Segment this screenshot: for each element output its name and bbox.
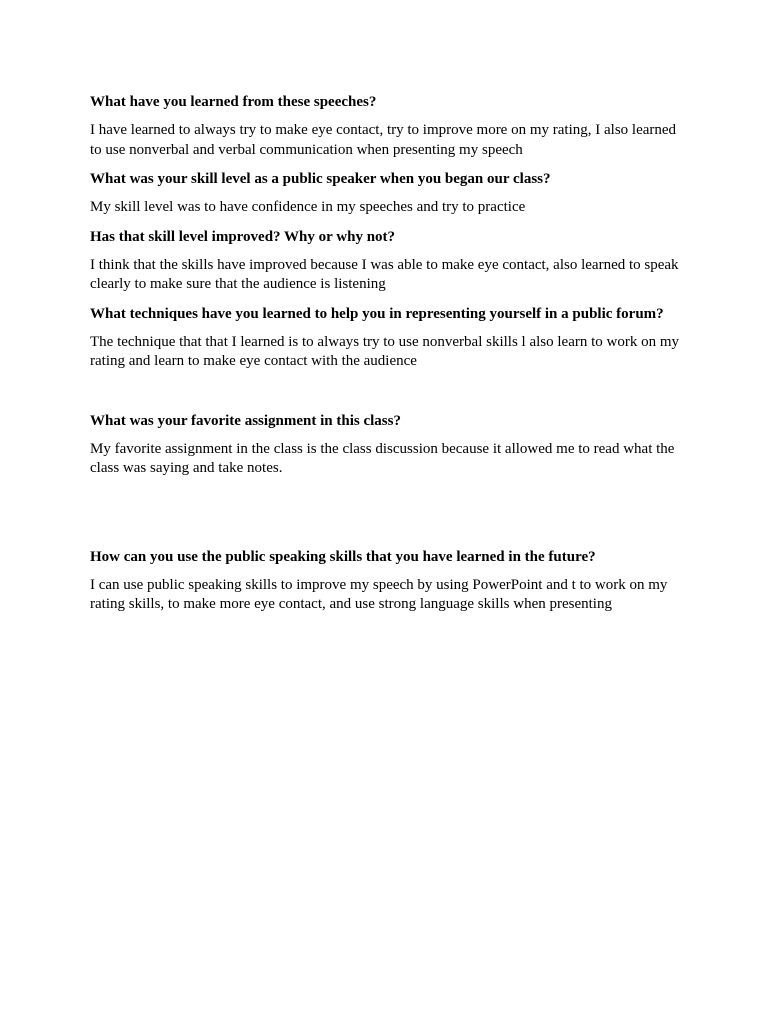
document-body — [90, 92, 685, 624]
answer-paragraph: I have learned to always try to make eye contact, try to improve more on my rating, I also learned to use nonverbal and verbal communication when presenting my speech — [90, 122, 677, 158]
answer-paragraph: I can use public speaking skills to improve my speech by using PowerPoint and t to work on my rating skills, to make more eye contact, and use strong language skills when presenting — [90, 576, 668, 612]
question-heading: Has that skill level improved? Why or why not? — [90, 228, 396, 245]
question-heading: What techniques have you learned to help you in representing yourself in a public forum? — [90, 305, 664, 322]
question-heading: What have you learned from these speeches? — [90, 94, 377, 110]
answer-paragraph: The technique that that I learned is to always try to use nonverbal skills l also learn to work on my rating and learn to make eye contact with the audience — [90, 333, 680, 369]
question-heading: What was your skill level as a public speaker when you began our class? — [90, 171, 551, 187]
blank-space — [90, 381, 685, 411]
qa-block — [90, 304, 685, 372]
qa-block — [90, 547, 685, 615]
qa-block — [90, 92, 685, 160]
question-heading: What was your favorite assignment in this class? — [90, 412, 401, 429]
qa-block — [90, 169, 685, 218]
qa-block — [90, 227, 685, 295]
question-heading: How can you use the public speaking skills that you have learned in the future? — [90, 548, 596, 565]
answer-paragraph: I think that the skills have improved because I was able to make eye contact, also learned to speak clearly to make sure that the audience is listening — [90, 256, 679, 292]
answer-paragraph: My favorite assignment in the class is the class discussion because it allowed me to read what the class was saying and take notes. — [90, 440, 675, 476]
answer-paragraph: My skill level was to have confidence in my speeches and try to practice — [90, 199, 526, 215]
qa-block — [90, 411, 685, 479]
blank-space — [90, 488, 685, 547]
